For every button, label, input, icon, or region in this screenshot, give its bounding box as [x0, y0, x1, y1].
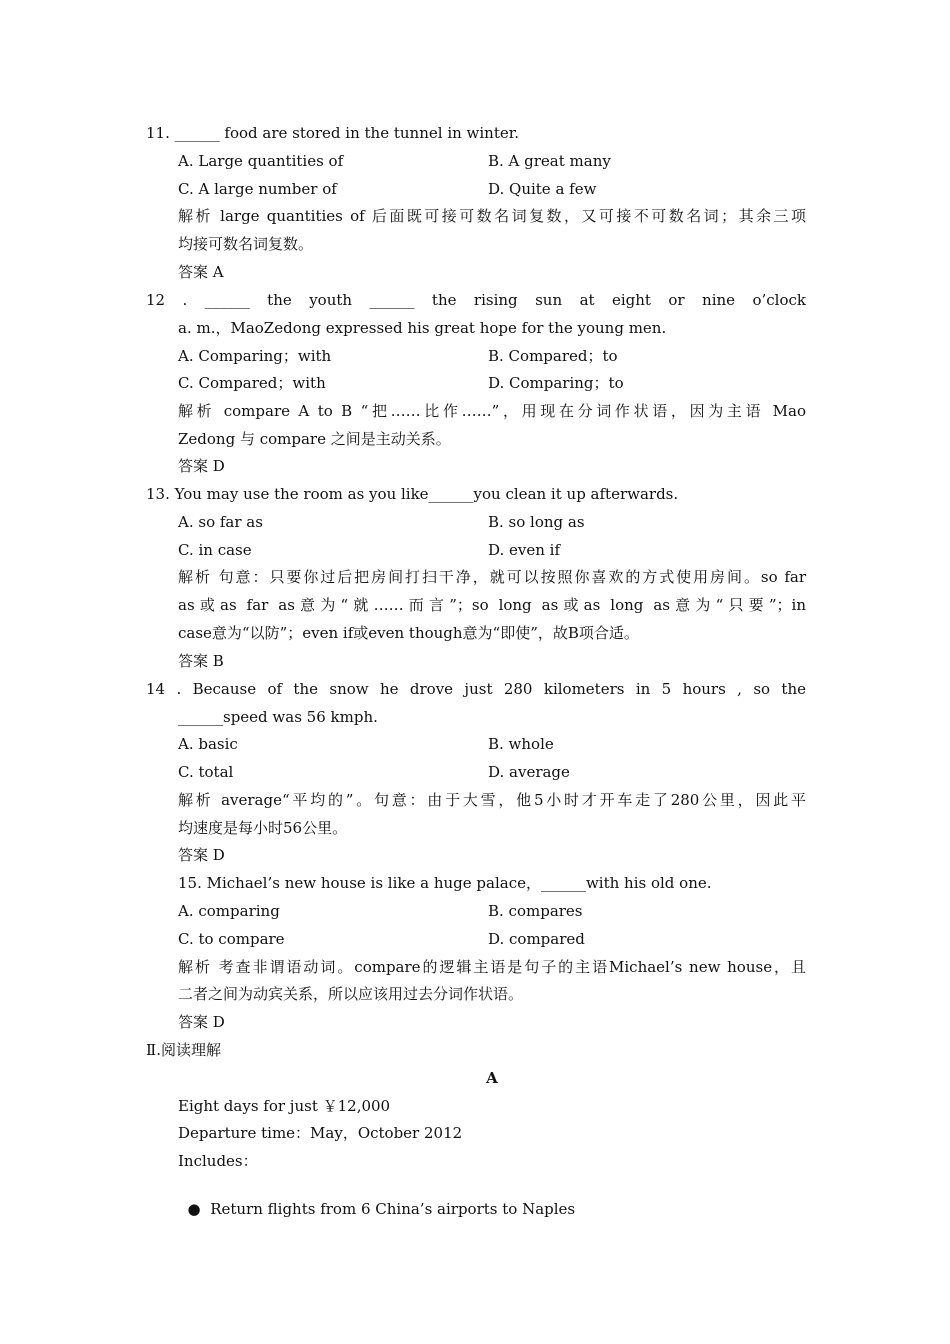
option-a: A. so far as: [178, 513, 263, 531]
question-12-stem: 12 . ______ the youth ______ the rising sun at eight or nine o’clock: [146, 291, 806, 309]
answer: 答案 A: [178, 263, 224, 281]
option-a: A. Comparing；with: [178, 347, 332, 365]
question-13-stem: 13. You may use the room as you like______you clean it up afterwards.: [146, 485, 679, 503]
bullet-item: [178, 1179, 575, 1219]
analysis-line: 解析 compare A to B “把……比作……”，用现在分词作状语，因为主语 Mao: [178, 402, 806, 420]
option-a: A. Large quantities of: [178, 152, 344, 170]
option-b: B. compares: [488, 902, 583, 920]
option-b: B. A great many: [488, 152, 611, 170]
option-a: A. basic: [178, 735, 238, 753]
analysis-line: Zedong 与 compare 之间是主动关系。: [178, 430, 451, 448]
analysis-line: 二者之间为动宾关系，所以应该用过去分词作状语。: [178, 985, 524, 1003]
passage-label: A: [486, 1069, 498, 1087]
analysis-line: 解析 average“平均的”。句意：由于大雪，他5小时才开车走了280公里，因此平: [178, 791, 806, 809]
option-b: B. so long as: [488, 513, 585, 531]
passage-line: Eight days for just ￥12,000: [178, 1097, 391, 1115]
analysis-line: 解析 句意：只要你过后把房间打扫干净，就可以按照你喜欢的方式使用房间。so far: [178, 568, 806, 586]
option-d: D. even if: [488, 541, 561, 559]
answer: 答案 B: [178, 652, 224, 670]
option-c: C. in case: [178, 541, 252, 559]
bullet-icon: ●: [187, 1200, 201, 1218]
passage-line: Includes：: [178, 1152, 258, 1170]
option-b: B. Compared；to: [488, 347, 618, 365]
analysis-line: 解析 考查非谓语动词。compare的逻辑主语是句子的主语Michael’s new house，且: [178, 958, 806, 976]
answer: 答案 D: [178, 457, 225, 475]
option-a: A. comparing: [178, 902, 280, 920]
analysis-line: 均速度是每小时56公里。: [178, 819, 348, 837]
passage-line: Departure time：May，October 2012: [178, 1124, 463, 1142]
question-14-stem: 14 . Because of the snow he drove just 280 kilometers in 5 hours , so the: [146, 680, 806, 698]
question-12-stem-cont: a. m.，MaoZedong expressed his great hope for the young men.: [178, 319, 667, 337]
question-15-stem: 15. Michael’s new house is like a huge palace，______with his old one.: [178, 874, 712, 892]
option-d: D. Quite a few: [488, 180, 597, 198]
option-c: C. Compared；with: [178, 374, 326, 392]
analysis-line: case意为“以防”；even if或even though意为“即使”，故B项合适。: [178, 624, 639, 642]
option-b: B. whole: [488, 735, 554, 753]
option-c: C. to compare: [178, 930, 285, 948]
bullet-text: Return flights from 6 China’s airports to Naples: [210, 1200, 576, 1218]
analysis-line: as或as far as意为“就……而言”；so long as或as long as意为“只要”；in: [178, 596, 806, 614]
option-d: D. compared: [488, 930, 585, 948]
question-14-stem-cont: ______speed was 56 kmph.: [178, 708, 378, 726]
option-c: C. total: [178, 763, 234, 781]
answer: 答案 D: [178, 846, 225, 864]
analysis-line: 均接可数名词复数。: [178, 235, 314, 253]
analysis-line: 解析 large quantities of 后面既可接可数名词复数，又可接不可数名词；其余三项: [178, 207, 806, 225]
option-c: C. A large number of: [178, 180, 337, 198]
option-d: D. Comparing；to: [488, 374, 624, 392]
option-d: D. average: [488, 763, 570, 781]
question-11-stem: 11. ______ food are stored in the tunnel in winter.: [146, 124, 520, 142]
answer: 答案 D: [178, 1013, 225, 1031]
section-heading: Ⅱ.阅读理解: [146, 1041, 221, 1059]
